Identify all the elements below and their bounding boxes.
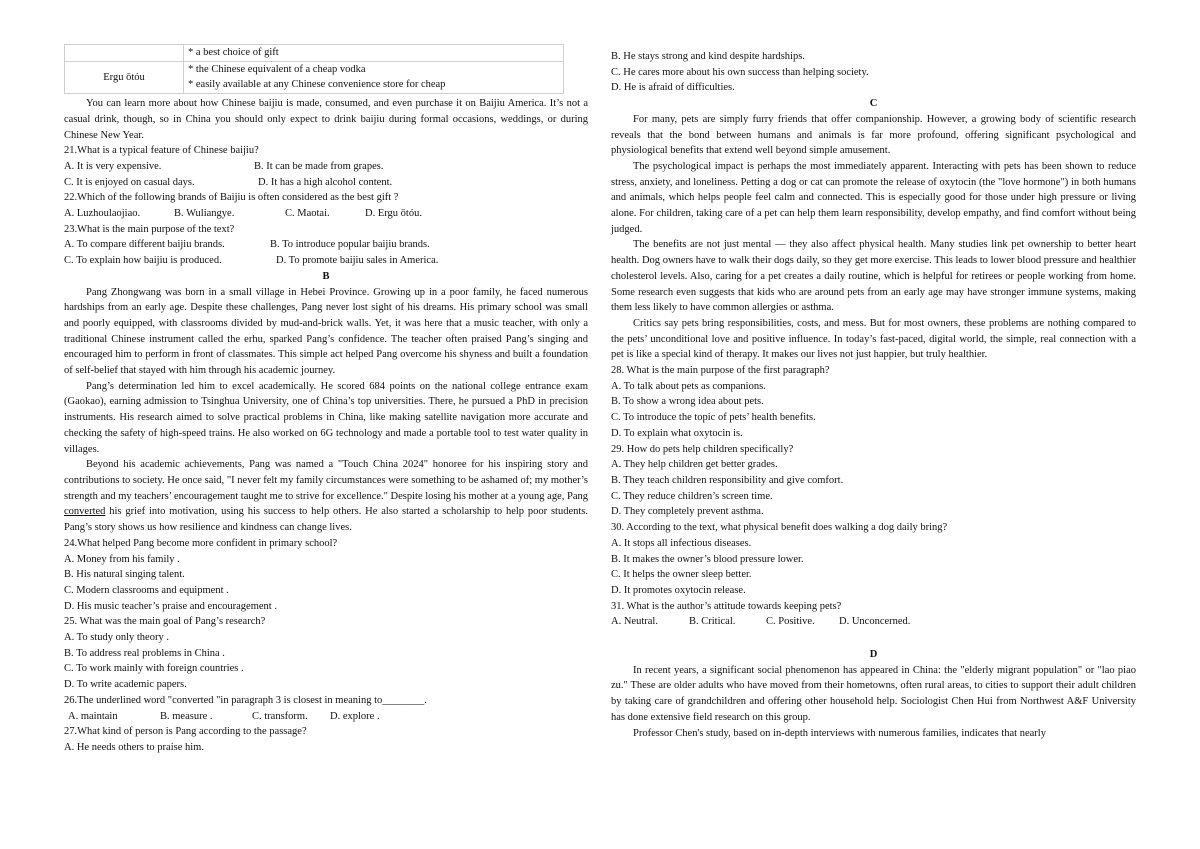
option: D. explore . bbox=[330, 710, 380, 722]
option: C. Maotai. bbox=[285, 208, 330, 220]
passage-c-paragraph-2: The psychological impact is perhaps the most immediately apparent. Interacting with pets has been shown to reduce stress, anxiety, and loneliness. Petting a dog or cat can promote the release of oxytocin (the "love hormone") in both humans and animals, which helps people feel calm and connected. This is especially good for those under high pressure or living alone. For children, taking care of a pet can help them learn responsibility, develop empathy, and find comfort without being judged. bbox=[611, 160, 1136, 235]
option: C. transform. bbox=[252, 710, 308, 722]
option: C. He cares more about his own success than helping society. bbox=[611, 66, 869, 78]
passage-d-paragraph-1: In recent years, a significant social phenomenon has appeared in China: the "elderly migrant population" or "lao piao zu." These are older adults who have moved from their hometowns, often rural areas, to cities to support their adult children by taking care of grandchildren and offering other household help. Sociologist Chen Hui from Northwest A&F University has done extensive field research on this group. bbox=[611, 664, 1136, 723]
section-d-heading: D bbox=[869, 649, 878, 661]
question-22-options bbox=[64, 206, 588, 222]
option: B. He stays strong and kind despite hardships. bbox=[611, 51, 805, 62]
paragraph-text: his grief into motivation, using his success to help others. He also started a scholarship to help poor students. Pang’s story shows us how resilience and kindness can change lives. bbox=[64, 506, 588, 534]
question-23-options-row1 bbox=[64, 237, 588, 253]
question-24-stem: 24.What helped Pang become more confident in primary school? bbox=[64, 537, 338, 549]
paragraph-text: Beyond his academic achievements, Pang was named a "Touch China 2024" honoree for his inspiring story and contributions to society. He once said, "I never felt my family circumstances were something to be ashamed of; my mother’s strength and my teachers’ encouragement taught me to strive for excellence." Despite losing his mother at a young age, Pang bbox=[64, 459, 588, 502]
passage-c-paragraph-1: For many, pets are simply furry friends that offer companionship. However, a growing body of scientific research reveals that the bond between humans and animals is far more profound, offering significant psychological and physiological benefits that extend well beyond simple amusement. bbox=[611, 113, 1136, 157]
option: D. His music teacher’s praise and encouragement . bbox=[64, 600, 277, 612]
question-30-stem: 30. According to the text, what physical benefit does walking a dog daily bring? bbox=[611, 522, 948, 534]
right-column bbox=[611, 49, 1136, 741]
option: B. It can be made from grapes. bbox=[254, 160, 384, 172]
question-23-stem: 23.What is the main purpose of the text? bbox=[64, 223, 235, 235]
question-21-options-row1 bbox=[64, 159, 588, 175]
underlined-word: converted bbox=[64, 506, 106, 518]
option: D. He is afraid of difficulties. bbox=[611, 82, 735, 94]
passage-c-paragraph-4: Critics say pets bring responsibilities, costs, and mess. But for most owners, these problems are nothing compared to the pets’ unconditional love and positive influence. In today’s fast-paced, digital world, the simple, real connection with a pet is like a special kind of therapy. It makes our lives not just happier, but truly healthier. bbox=[611, 317, 1136, 361]
option: C. To introduce the topic of pets’ health benefits. bbox=[611, 412, 816, 424]
option: D. To explain what oxytocin is. bbox=[611, 427, 743, 439]
option: A. To study only theory . bbox=[64, 632, 169, 644]
question-31-stem: 31. What is the author’s attitude towards keeping pets? bbox=[611, 600, 842, 612]
option: B. His natural singing talent. bbox=[64, 569, 185, 581]
passage-b-paragraph-3 bbox=[64, 457, 588, 536]
brand-name-cell: Ergu ōtóu bbox=[65, 61, 184, 93]
question-26-options bbox=[64, 709, 588, 725]
brand-desc-line: * the Chinese equivalent of a cheap vodka bbox=[188, 63, 366, 75]
option: C. They reduce children’s screen time. bbox=[611, 490, 773, 502]
option: D. It promotes oxytocin release. bbox=[611, 584, 746, 596]
option: A. They help children get better grades. bbox=[611, 459, 778, 471]
option: A. Neutral. bbox=[611, 616, 658, 628]
option: C. It is enjoyed on casual days. bbox=[64, 176, 195, 188]
option: D. Unconcerned. bbox=[839, 616, 911, 628]
passage-a-paragraph: You can learn more about how Chinese baijiu is made, consumed, and even purchase it on Baijiu America. It’s not a casual drink, though, so in China you should only expect to drink baijiu during formal occasions, weddings, or during Chinese New Year. bbox=[64, 98, 588, 141]
option: B. To introduce popular baijiu brands. bbox=[270, 239, 430, 251]
question-26-stem: 26.The underlined word "converted "in paragraph 3 is closest in meaning to________. bbox=[64, 694, 427, 706]
option: B. Wuliangye. bbox=[174, 208, 235, 220]
passage-b-paragraph-2: Pang’s determination led him to excel academically. He scored 684 points on the national college entrance exam (Gaokao), earning admission to Tsinghua University, one of China’s top universities. There, he pursued a PhD in precision instruments. His research aimed to solve practical problems in China, like making satellite navigation more accurate and checking the safety of high-speed trains. He also worked on 6G technology and made a portable tool to test water quality in villages. bbox=[64, 380, 588, 455]
question-31-options bbox=[611, 614, 1136, 630]
baijiu-brand-table bbox=[64, 44, 564, 94]
passage-d-paragraph-2: Professor Chen's study, based on in-depth interviews with numerous families, indicates that nearly bbox=[633, 727, 1046, 739]
brand-desc-line: * easily available at any Chinese convenience store for cheap bbox=[188, 79, 446, 91]
question-27-stem: 27.What kind of person is Pang according to the passage? bbox=[64, 726, 307, 738]
option: D. To promote baijiu sales in America. bbox=[276, 255, 439, 267]
option: A. Luzhoulaojiao. bbox=[64, 208, 141, 220]
option: D. It has a high alcohol content. bbox=[258, 176, 393, 188]
option: A. It stops all infectious diseases. bbox=[611, 537, 752, 549]
option: A. To compare different baijiu brands. bbox=[64, 239, 225, 251]
option: D. They completely prevent asthma. bbox=[611, 506, 764, 518]
passage-c-paragraph-3: The benefits are not just mental — they also affect physical health. Many studies link pet ownership to better heart health. Dog owners have to walk their dogs daily, so they get more exercise. This leads to lower blood pressure and healthier cholesterol levels. Also, caring for a pet creates a daily routine, which is helpful for retirees or people working from home. Some research even suggests that kids who are around pets from an early age may have stronger immune systems, making them less likely to have common allergies or asthma. bbox=[611, 239, 1136, 314]
section-gap bbox=[611, 630, 1136, 647]
option: D. Ergu ōtóu. bbox=[365, 208, 422, 220]
question-23-options-row2 bbox=[64, 253, 588, 269]
option: B. Critical. bbox=[689, 616, 736, 628]
question-22-stem: 22.Which of the following brands of Baijiu is often considered as the best gift ? bbox=[64, 192, 399, 204]
option: A. He needs others to praise him. bbox=[64, 741, 204, 753]
option: B. It makes the owner’s blood pressure lower. bbox=[611, 553, 804, 565]
option: C. Modern classrooms and equipment . bbox=[64, 584, 229, 596]
option: A. maintain bbox=[68, 710, 118, 722]
question-28-stem: 28. What is the main purpose of the first paragraph? bbox=[611, 365, 830, 377]
question-21-options-row2 bbox=[64, 175, 588, 191]
option: D. To write academic papers. bbox=[64, 679, 187, 691]
option: B. They teach children responsibility and give comfort. bbox=[611, 474, 844, 486]
question-29-stem: 29. How do pets help children specifically? bbox=[611, 443, 794, 455]
question-25-stem: 25. What was the main goal of Pang’s research? bbox=[64, 616, 266, 628]
option: C. It helps the owner sleep better. bbox=[611, 569, 752, 581]
brand-desc-cell bbox=[184, 61, 564, 93]
section-b-heading: B bbox=[322, 270, 330, 282]
brand-desc-cell bbox=[184, 45, 564, 62]
option: C. To work mainly with foreign countries . bbox=[64, 663, 244, 675]
brand-desc-line: * a best choice of gift bbox=[188, 47, 279, 58]
question-21-stem: 21.What is a typical feature of Chinese baijiu? bbox=[64, 145, 259, 157]
option: C. Positive. bbox=[766, 616, 815, 628]
option: B. measure . bbox=[160, 710, 213, 722]
option: C. To explain how baijiu is produced. bbox=[64, 255, 222, 267]
option: B. To address real problems in China . bbox=[64, 647, 225, 659]
brand-name-cell bbox=[65, 45, 184, 62]
table-row bbox=[65, 61, 564, 93]
passage-b-paragraph-1: Pang Zhongwang was born in a small village in Hebei Province. Growing up in a poor family, he faced numerous hardships from an early age. Despite these challenges, Pang never lost sight of his dreams. His primary school was small and poorly equipped, with classrooms divided by mud-and-brick walls. Yet, it was here that a music teacher, with only a traditional Chinese instrument called the erhu, sparked Pang’s confidence. The teacher often praised Pang’s singing and encouraged him to perform in front of classmates. This simple act helped Pang overcome his shyness and built a foundation of self-belief that stayed with him through his academic journey. bbox=[64, 286, 588, 377]
option: A. To talk about pets as companions. bbox=[611, 380, 766, 392]
table-row bbox=[65, 45, 564, 62]
left-column bbox=[64, 44, 588, 756]
option: B. To show a wrong idea about pets. bbox=[611, 396, 764, 408]
section-c-heading: C bbox=[869, 98, 878, 110]
option: A. It is very expensive. bbox=[64, 160, 162, 172]
option: A. Money from his family . bbox=[64, 553, 180, 565]
